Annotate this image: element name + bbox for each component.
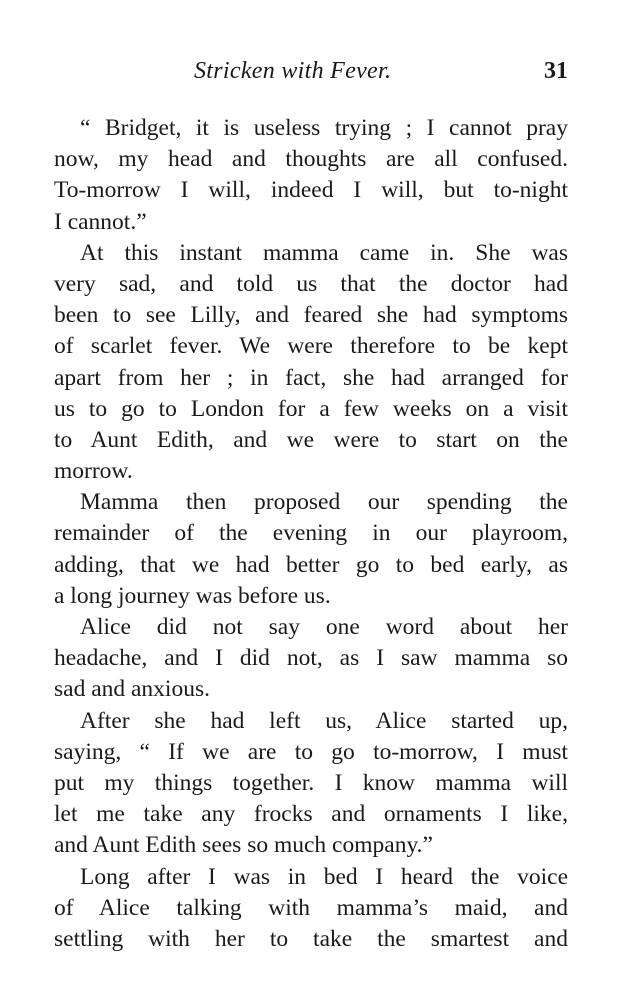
text-line: To-morrow I will, indeed I will, but to-night xyxy=(54,177,568,204)
running-head xyxy=(54,58,568,92)
text-line: and Aunt Edith sees so much company.” xyxy=(54,832,433,859)
text-line: Long after I was in bed I heard the voice xyxy=(80,863,568,890)
text-line: to Aunt Edith, and we were to start on the xyxy=(54,426,568,453)
text-line: At this instant mamma came in. She was xyxy=(80,239,568,266)
text-line: of scarlet fever. We were therefore to be kept xyxy=(54,333,568,360)
text-line: morrow. xyxy=(54,458,133,485)
text-line: apart from her ; in fact, she had arranged for xyxy=(54,364,568,391)
page-number: 31 xyxy=(544,58,568,84)
text-line: Alice did not say one word about her xyxy=(80,614,568,640)
text-line: After she had left us, Alice started up, xyxy=(80,707,568,734)
text-line: let me take any frocks and ornaments I like, xyxy=(54,801,568,828)
text-line: headache, and I did not, as I saw mamma so xyxy=(54,645,568,672)
text-line: adding, that we had better go to bed early, as xyxy=(54,551,568,578)
text-line: very sad, and told us that the doctor had xyxy=(54,270,568,297)
text-line: sad and anxious. xyxy=(54,676,210,703)
text-line: I cannot.” xyxy=(54,208,147,235)
text-line: settling with her to take the smartest and xyxy=(54,925,568,952)
text-line: of Alice talking with mamma’s maid, and xyxy=(54,894,568,921)
text-line: been to see Lilly, and feared she had symptoms xyxy=(54,302,568,329)
text-line: Mamma then proposed our spending the xyxy=(80,489,568,516)
text-line: put my things together. I know mamma will xyxy=(54,769,568,796)
body-text xyxy=(54,113,568,955)
text-line: us to go to London for a few weeks on a visit xyxy=(54,395,568,422)
text-line: a long journey was before us. xyxy=(54,582,331,609)
running-title: Stricken with Fever. xyxy=(194,58,392,84)
text-line: saying, “ If we are to go to-morrow, I must xyxy=(54,738,568,765)
text-line: now, my head and thoughts are all confused. xyxy=(54,146,568,173)
text-line: remainder of the evening in our playroom, xyxy=(54,520,568,547)
text-line: “ Bridget, it is useless trying ; I cannot pray xyxy=(80,115,568,141)
